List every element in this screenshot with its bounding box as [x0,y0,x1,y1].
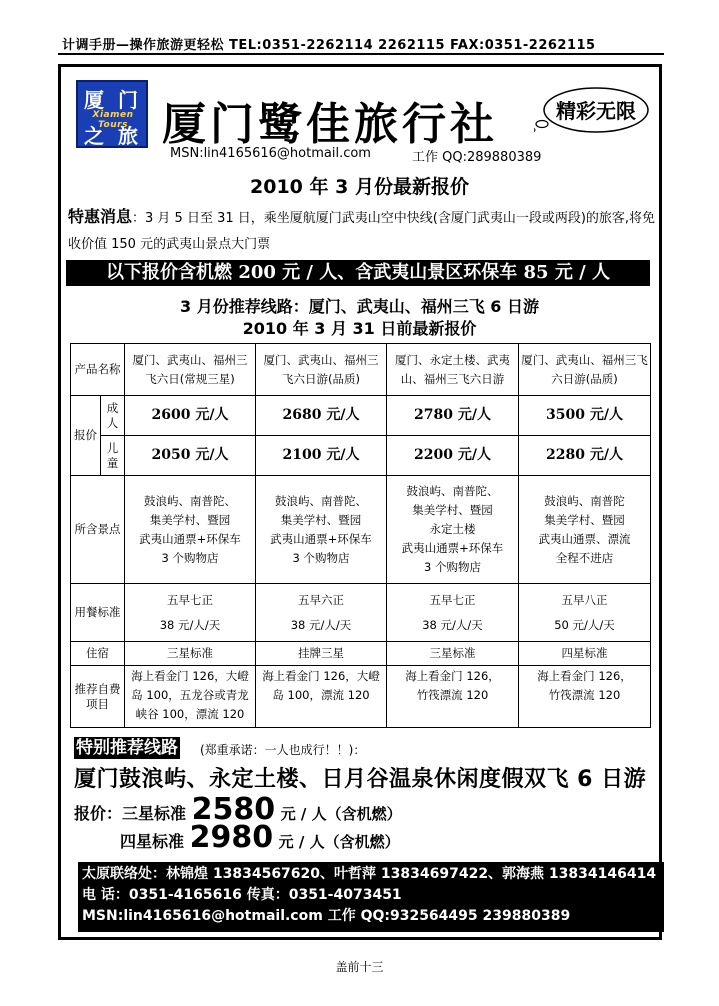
adult-price: 2680 元/人 [256,396,387,436]
promo-text: ：3 月 5 日至 31 日，乘坐厦航厦门武夷山空中快线(含厦门武夷山一段或两段)的旅客,将免收价值 150 元的武夷山景点大门票 [68,211,656,252]
optional-line: 竹筏漂流 120 [416,688,489,702]
optional-cell [256,666,387,728]
meal-cell [387,584,519,642]
product-name: 厦门、武夷山、福州三飞六日游(品质) [256,344,387,396]
scenic-line: 鼓浪屿、南普陀、 [406,484,499,498]
scenic-line: 武夷山通票+环保车 [401,541,504,555]
row-label-meal: 用餐标准 [71,584,125,642]
scenic-line: 武夷山通票、漂流 [538,531,631,546]
adult-price: 2600 元/人 [125,396,256,436]
row-label-child: 儿童 [101,436,125,476]
section-subtitle: 2010 年 3 月 31 日前最新报价 [242,319,477,338]
scenic-line: 武夷山通票+环保车 [139,531,241,546]
tier-price: 2980 [189,820,274,855]
table-row [71,642,651,666]
header-contact-line: 计调手册—操作旅游更轻松 TEL:0351-2262114 2262115 FAX:0351-2262115 [62,38,596,53]
child-price: 2050 元/人 [125,436,256,476]
scenic-line: 鼓浪屿、南普陀、 [275,493,367,508]
tier-unit: 元 / 人（含机燃） [278,833,400,851]
slogan-text: 精彩无限 [556,99,636,123]
header-divider [58,53,664,55]
child-price: 2100 元/人 [256,436,387,476]
scenic-cell [519,476,651,584]
cloud-bubble [534,128,535,132]
meal-std: 五早七正 [429,592,476,607]
child-price: 2280 元/人 [519,436,651,476]
logo-char: 厦 [84,88,104,112]
company-logo [76,80,148,148]
table-row [71,476,651,584]
tier-label: 三星标准 [122,804,187,823]
section-title: 3 月份推荐线路：厦门、武夷山、福州三飞 6 日游 [180,297,539,316]
optional-cell [125,666,256,728]
promo-label: 特惠消息 [68,207,133,226]
optional-line: 海上看金门 126，大嶝 [262,669,380,683]
page-footer: 盖前十三 [335,960,384,974]
meal-std: 五早七正 [167,592,213,607]
table-row [71,396,651,436]
optional-line: 岛 100，漂流 120 [272,688,370,702]
row-label-scenic: 所含景点 [71,476,125,584]
adult-price: 2780 元/人 [387,396,519,436]
scenic-line: 3 个购物店 [292,550,350,565]
company-qq: 工作 QQ:289880389 [412,150,542,165]
table-row [71,584,651,642]
logo-char: 门 [118,88,138,112]
optional-cell [519,666,651,728]
logo-english: Xiamen Tours [92,110,134,130]
product-name: 厦门、武夷山、福州三飞六日(常规三星) [125,344,256,396]
row-label-lodging: 住宿 [71,642,125,666]
logo-char: 旅 [118,124,138,148]
tier-price: 2580 [191,792,276,827]
lodging-cell: 三星标准 [387,642,519,666]
logo-char: 之 [84,124,104,148]
meal-cost: 38 元/人/天 [422,617,483,632]
table-row [71,344,651,396]
meal-cell [256,584,387,642]
tier-label: 四星标准 [120,832,185,851]
optional-line: 海上看金门 126，大嶝 [131,669,249,683]
scenic-line: 集美学村、暨园 [544,512,625,527]
optional-line: 峡谷 100，漂流 120 [135,707,245,721]
scenic-line: 鼓浪屿、南普陀 [544,493,625,508]
table-row [71,436,651,476]
special-route-label: 特别推荐线路 [76,738,178,758]
slogan-cloud [534,82,650,138]
contact-line: MSN:lin4165616@hotmail.com 工作 QQ:932564495 239880389 [82,908,571,924]
meal-cost: 38 元/人/天 [290,617,352,632]
company-msn: MSN:lin4165616@hotmail.com [170,146,371,161]
row-label-optional: 推荐自费项目 [71,666,125,728]
promo-block [68,204,658,258]
scenic-line: 永定土楼 [429,522,476,536]
scenic-line: 鼓浪屿、南普陀、 [144,493,236,508]
optional-line: 海上看金门 126， [537,669,632,683]
price-tier-4star [120,820,400,855]
optional-line: 竹筏漂流 120 [548,688,621,702]
scenic-cell [125,476,256,584]
scenic-line: 全程不进店 [555,550,614,565]
lodging-cell: 四星标准 [519,642,651,666]
lodging-cell: 三星标准 [125,642,256,666]
special-route-title: 厦门鼓浪屿、永定土楼、日月谷温泉休闲度假双飞 6 日游 [74,767,647,792]
cloud-bubble [536,121,548,128]
tier-unit: 元 / 人（含机燃） [280,805,402,823]
price-prefix: 报价： [74,804,123,823]
child-price: 2200 元/人 [387,436,519,476]
scenic-cell [256,476,387,584]
product-name: 厦门、永定土楼、武夷山、福州三飞六日游 [387,344,519,396]
row-label-price: 报价 [71,396,101,476]
scenic-line: 集美学村、暨园 [412,503,493,517]
row-label-adult: 成人 [101,396,125,436]
contact-line: 电 话：0351-4165616 传真：0351-4073451 [82,887,402,903]
meal-cost: 38 元/人/天 [159,617,221,632]
scenic-line: 3 个购物店 [161,550,219,565]
headline: 2010 年 3 月份最新报价 [250,176,469,198]
contact-line: 太原联络处：林锦煌 13834567620、叶哲萍 13834697422、郭海燕 13834146414 [82,866,657,882]
price-table [70,343,651,728]
scenic-line: 3 个购物店 [424,560,481,574]
table-row [71,666,651,728]
lodging-cell: 挂牌三星 [256,642,387,666]
optional-cell [387,666,519,728]
meal-cost: 50 元/人/天 [554,617,615,632]
meal-cell [519,584,651,642]
meal-cell [125,584,256,642]
scenic-line: 集美学村、暨园 [280,512,362,527]
scenic-cell [387,476,519,584]
special-route-note: (郑重承诺：一人也成行！！)： [200,743,366,757]
scenic-line: 集美学村、暨园 [149,512,231,527]
scenic-line: 武夷山通票+环保车 [270,531,372,546]
price-banner: 以下报价含机燃 200 元 / 人、含武夷山景区环保车 85 元 / 人 [66,260,650,286]
adult-price: 3500 元/人 [519,396,651,436]
meal-std: 五早六正 [298,592,344,607]
product-name: 厦门、武夷山、福州三飞六日游(品质) [519,344,651,396]
optional-line: 海上看金门 126， [405,669,500,683]
contact-box [78,862,664,932]
row-label-product: 产品名称 [71,344,125,396]
meal-std: 五早八正 [561,592,608,607]
optional-line: 岛 100，五龙谷或青龙 [131,688,249,702]
company-name: 厦门鹭佳旅行社 [162,99,498,150]
